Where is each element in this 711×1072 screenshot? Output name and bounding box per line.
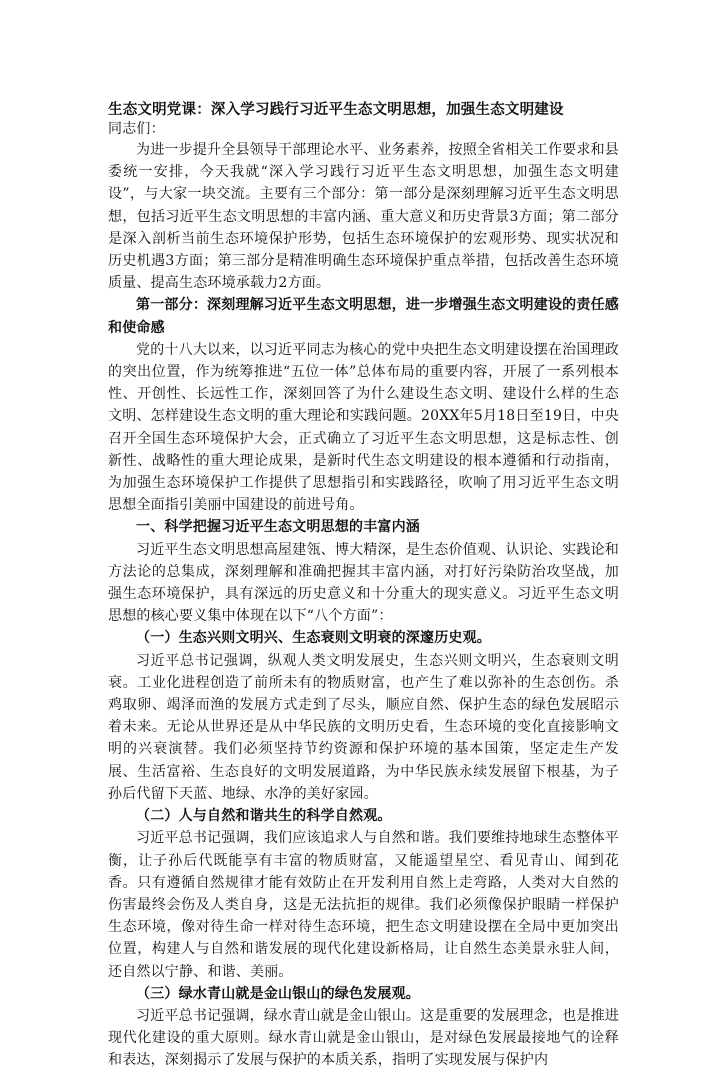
part1-paragraph: 党的十八大以来，以习近平同志为核心的党中央把生态文明建设摆在治国理政的突出位置，作为统筹推进“五位一体”总体布局的重要内容，开展了一系列根本性、开创性、长远性工作，深刻回答了为什么建设生态文明、建设什么样的生态文明、怎样建设生态文明的重大理论和实践问题。20XX年5月18日至19日，中央召开全国生态环境保护大会，正式确立了习近平生态文明思想，这是标志性、创新性、战略性的重大理论成果，是新时代生态文明建设的根本遵循和行动指南，为加强生态环境保护工作提供了思想指引和实践路径，吹响了用习近平生态文明思想全面指引美丽中国建设的前进号角。 (108, 341, 619, 514)
subsection3-heading: （三）绿水青山就是金山银山的绿色发展观。 (136, 985, 420, 1002)
document-title: 生态文明党课：深入学习践行习近平生态文明思想，加强生态文明建设 (108, 101, 564, 118)
section1-paragraph: 习近平生态文明思想高屋建瓴、博大精深，是生态价值观、认识论、实践论和方法论的总集成，深刻理解和准确把握其丰富内涵，对打好污染防治攻坚战，加强生态环境保护，具有深远的历史意义和十分重大的现实意义。习近平生态文明思想的核心要义集中体现在以下“八个方面”： (108, 541, 619, 625)
intro-paragraph: 为进一步提升全县领导干部理论水平、业务素养，按照全省相关工作要求和县委统一安排，今天我就“深入学习践行习近平生态文明思想，加强生态文明建设”，与大家一块交流。主要有三个部分：第一部分是深刻理解习近平生态文明思想，包括习近平生态文明思想的丰富内涵、重大意义和历史背景3方面；第二部分是深入剖析当前生态环境保护形势，包括生态环境保护的宏观形势、现实状况和历史机遇3方面；第三部分是精准明确生态环境保护重点举措，包括改善生态环境质量、提高生态环境承载力2方面。 (108, 142, 619, 292)
subsection3-paragraph: 习近平总书记强调，绿水青山就是金山银山。这是重要的发展理念，也是推进现代化建设的重大原则。绿水青山就是金山银山，是对绿色发展最接地气的诠释和表达，深刻揭示了发展与保护的本质关系，指明了实现发展与保护内 (108, 1007, 619, 1069)
subsection1-paragraph: 习近平总书记强调，纵观人类文明发展史，生态兴则文明兴，生态衰则文明衰。工业化进程创造了前所未有的物质财富，也产生了难以弥补的生态创伤。杀鸡取卵、竭泽而渔的发展方式走到了尽头，顺应自然、保护生态的绿色发展昭示着未来。无论从世界还是从中华民族的文明历史看，生态环境的变化直接影响文明的兴衰演替。我们必须坚持节约资源和保护环境的基本国策，坚定走生产发展、生活富裕、生态良好的文明发展道路，为中华民族永续发展留下根基，为子孙后代留下天蓝、地绿、水净的美好家园。 (108, 652, 619, 802)
part1-heading: 第一部分：深刻理解习近平生态文明思想，进一步增强生态文明建设的责任感和使命感 (108, 297, 619, 336)
subsection2-paragraph: 习近平总书记强调，我们应该追求人与自然和谐。我们要维持地球生态整体平衡，让子孙后代既能享有丰富的物质财富，又能遥望星空、看见青山、闻到花香。只有遵循自然规律才能有效防止在开发利用自然上走弯路，人类对大自然的伤害最终会伤及人类自身，这是无法抗拒的规律。我们必须像保护眼睛一样保护生态环境，像对待生命一样对待生态环境，把生态文明建设摆在全局中更加突出位置，构建人与自然和谐发展的现代化建设新格局，让自然生态美景永驻人间，还自然以宁静、和谐、美丽。 (108, 830, 619, 980)
section1-heading: 一、科学把握习近平生态文明思想的丰富内涵 (136, 519, 420, 536)
greeting: 同志们： (108, 121, 165, 137)
subsection2-heading: （二）人与自然和谐共生的科学自然观。 (136, 808, 392, 825)
subsection1-heading: （一）生态兴则文明兴、生态衰则文明衰的深邃历史观。 (136, 630, 491, 647)
